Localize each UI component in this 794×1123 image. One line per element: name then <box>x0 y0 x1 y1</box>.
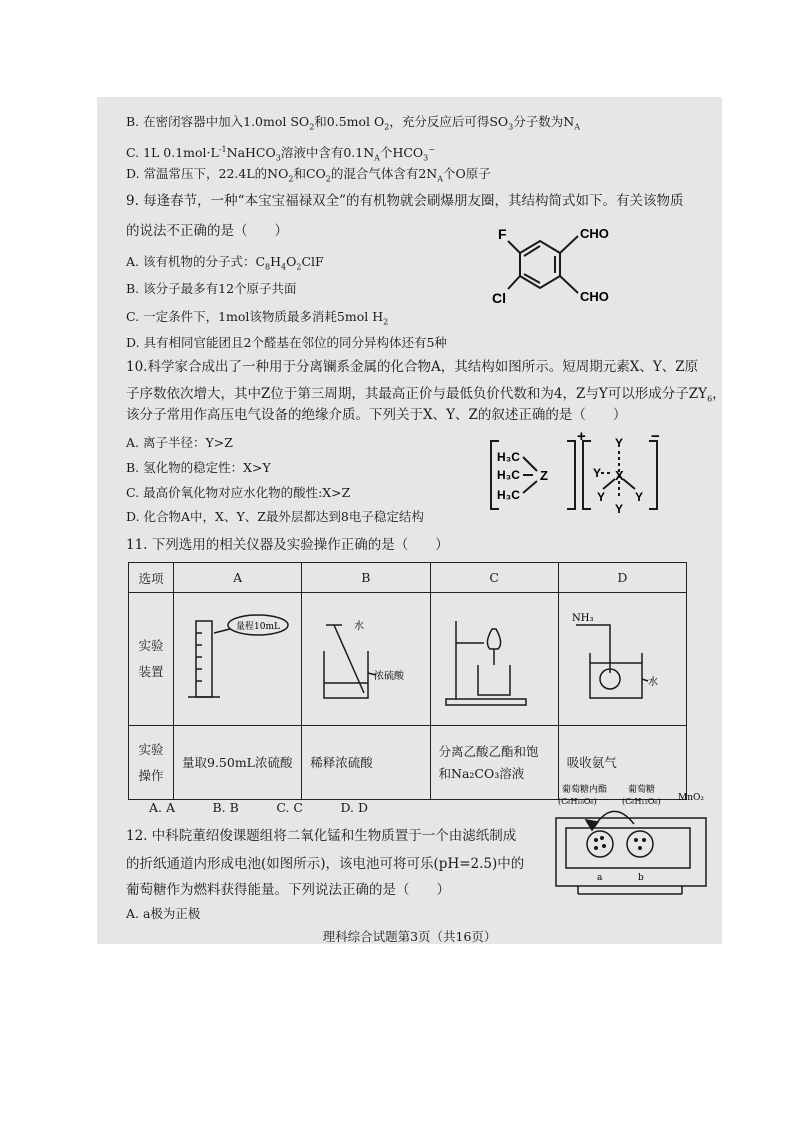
q12-stem-line2: 的折纸通道内形成电池(如图所示)，该电池可将可乐(pH=2.5)中的 <box>126 856 525 872</box>
q11-answer-choices: A. A B. B C. C D. D <box>149 800 368 815</box>
electrode-b-label: b <box>638 873 644 883</box>
label-conc-sulfuric-b: 浓硫酸 <box>373 670 404 682</box>
graduated-cylinder-illustration <box>178 603 298 713</box>
table-header-a: A <box>174 563 302 593</box>
scanned-page <box>97 97 726 944</box>
q10-option-a: A. 离子半径：Y>Z <box>126 435 233 450</box>
label-gluconolactone-formula: (C₆H₁₀O₆) <box>558 797 597 806</box>
apparatus-c-cell <box>430 593 558 726</box>
q10-option-d: D. 化合物A中，X、Y、Z最外层都达到8电子稳定结构 <box>126 509 424 524</box>
q10-ch3-mid: H₃C <box>497 468 520 482</box>
q10-option-b: B. 氢化物的稳定性：X>Y <box>126 460 271 475</box>
label-mno2: MnO₂ <box>678 793 704 803</box>
q10-ch3-top: H₃C <box>497 450 520 464</box>
q10-y-left: Y <box>593 466 602 480</box>
ammonia-absorption-illustration <box>562 603 682 713</box>
q9-option-b: B. 该分子最多有12个原子共面 <box>126 281 297 296</box>
q9-cho-bottom-label: CHO <box>580 289 609 304</box>
q8-option-d: D. 常温常压下，22.4L的$NO_2$和$CO_2$的混合气体含有$2N_A$个O原子 <box>126 166 491 184</box>
operation-b: 稀释浓硫酸 <box>302 726 430 800</box>
table-header-b: B <box>302 563 430 593</box>
q10-y-bottom: Y <box>615 502 624 516</box>
q9-cl-label: Cl <box>492 290 506 306</box>
label-nh3: NH₃ <box>572 612 594 624</box>
table-header-c: C <box>430 563 558 593</box>
q9-option-d: D. 具有相同官能团且2个醛基在邻位的同分异构体还有5种 <box>126 335 447 350</box>
q9-option-c: C. 一定条件下，1mol该物质最多消耗5mol $H_2$ <box>126 309 389 327</box>
q10-y-lower-left: Y <box>597 490 606 504</box>
q12-stem-line3: 葡萄糖作为燃料获得能量。下列说法正确的是（ ） <box>126 882 450 898</box>
dilution-beaker-illustration <box>306 603 426 713</box>
table-header-d: D <box>558 563 686 593</box>
operation-a: 量取9.50mL浓硫酸 <box>174 726 302 800</box>
label-gluconolactone: 葡萄糖内酯 <box>562 785 608 795</box>
apparatus-b-cell <box>302 593 430 726</box>
apparatus-a-cell <box>174 593 302 726</box>
q10-z-atom: Z <box>540 468 548 483</box>
table-row-label-operation: 实验 操作 <box>129 726 174 800</box>
q10-stem-line3: 该分子常用作高压电气设备的绝缘介质。下列关于X、Y、Z的叙述正确的是（ ） <box>126 407 627 423</box>
operation-d: 吸收氨气 <box>558 726 686 800</box>
q8-option-b: B. 在密闭容器中加入1.0mol $SO_2$和0.5mol $O_2$，充分反应后可得$SO_3$分子数为$N_A$ <box>126 114 580 132</box>
label-glucose-formula: (C₆H₁₂O₆) <box>622 797 661 806</box>
q11-options-table <box>128 562 687 800</box>
q10-ch3-bottom: H₃C <box>497 488 520 502</box>
q10-minus-charge: − <box>651 428 660 445</box>
label-water-d: 水 <box>648 676 659 688</box>
q12-battery-diagram <box>542 782 712 900</box>
q10-x-atom: X <box>615 468 624 483</box>
q12-option-a: A. a极为正极 <box>126 906 201 921</box>
q9-stem-line1: 9. 每逢春节，一种“本宝宝福禄双全”的有机物就会刷爆朋友圈，其结构简式如下。有关该物质 <box>126 193 684 209</box>
cylinder-range-note: 量程10mL <box>235 621 280 632</box>
q9-stem-line2: 的说法不正确的是（ ） <box>126 223 288 239</box>
operation-c: 分离乙酸乙酯和饱 和Na₂CO₃溶液 <box>430 726 558 800</box>
table-header-option: 选项 <box>129 563 174 593</box>
q10-structure-diagram <box>485 429 665 517</box>
table-row-label-apparatus: 实验 装置 <box>129 593 174 726</box>
q9-structure-diagram <box>490 221 635 313</box>
electrode-a-label: a <box>597 873 603 883</box>
q9-option-a: A. 该有机物的分子式：$C_8H_4O_2ClF$ <box>126 254 324 272</box>
page-footer: 理科综合试题第3页（共16页） <box>322 929 497 944</box>
separatory-funnel-illustration <box>434 603 554 713</box>
q10-y-lower-right: Y <box>635 490 644 504</box>
q12-stem-line1: 12. 中科院董绍俊课题组将二氧化锰和生物质置于一个由滤纸制成 <box>126 828 517 844</box>
q10-plus-charge: + <box>577 428 586 445</box>
q10-stem-line1: 10.科学家合成出了一种用于分离镧系金属的化合物A，其结构如图所示。短周期元素X、Y、Z原 <box>126 359 699 375</box>
q10-y-top: Y <box>615 436 624 450</box>
q11-stem: 11. 下列选用的相关仪器及实验操作正确的是（ ） <box>126 537 449 553</box>
q9-f-label: F <box>498 226 507 242</box>
apparatus-d-cell <box>558 593 686 726</box>
label-water-b: 水 <box>353 620 364 632</box>
label-glucose: 葡萄糖 <box>628 785 656 795</box>
q10-stem-line2: 子序数依次增大，其中Z位于第三周期，其最高正价与最低负价代数和为4，Z与Y可以形成分子$ZY_6$， <box>126 386 726 404</box>
q8-option-c: C. 1L $0.1mol\cdot L^{-1}NaHCO_3$溶液中含有$0.1N_A$个$HCO_3^-$ <box>126 145 435 163</box>
q9-cho-top-label: CHO <box>580 226 609 241</box>
q10-option-c: C. 最高价氧化物对应水化物的酸性:X>Z <box>126 485 351 500</box>
